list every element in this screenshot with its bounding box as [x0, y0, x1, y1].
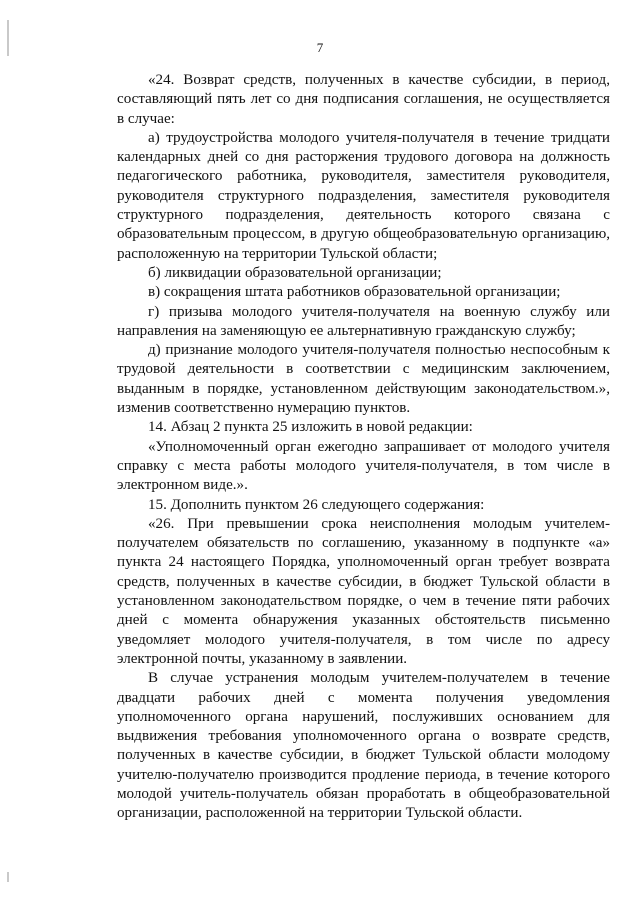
- paragraph-item-26-continuation: В случае устранения молодым учителем-получателем в течение двадцати рабочих дней с момента получения уведомления уполномоченного органа нарушений, послуживших основанием для выдвижения требования уполномоченного органа о возврате средств, полученных в качестве субсидии, в бюджет Тульской области молодому учителю-получателю производится продление периода, в течение которого молодой учитель-получатель обязан проработать в общеобразовательной организации, расположенной на территории Тульской области.: [117, 670, 610, 822]
- paragraph-item-24-intro: «24. Возврат средств, полученных в качестве субсидии, в период, составляющий пять лет со дня подписания соглашения, не осуществляется в случае:: [117, 72, 610, 127]
- paragraph-subitem-d: д) признание молодого учителя-получателя полностью неспособным к трудовой деятельности в соответствии с медицинским заключением, выданным в порядке, установленном действующим законодательством.», изменив соответственно нумерацию пунктов.: [117, 342, 610, 417]
- paragraph-item-26: «26. При превышении срока неисполнения молодым учителем-получателем обязательств по соглашению, указанному в подпункте «а» пункта 24 настоящего Порядка, уполномоченный орган требует возврата средств, полученных в качестве субсидии, в бюджет Тульской области в установленном законодательством порядке, о чем в течение пяти рабочих дней с момента обнаружения указанных обстоятельств письменно уведомляет молодого учителя-получателя, в том числе по адресу электронной почты, указанному в заявлении.: [117, 515, 610, 667]
- paragraph-subitem-b: б) ликвидации образовательной организации;: [148, 264, 442, 281]
- paragraph-subitem-a: а) трудоустройства молодого учителя-получателя в течение тридцати календарных дней со дня расторжения трудового договора на должность педагогического работника, руководителя, заместителя руководителя, руководителя структурного подразделения, заместителя руководителя структурного подразделения, деятельность которого связана с образовательным процессом, в другую общеобразовательную организацию, расположенную на территории Тульской области;: [117, 129, 610, 262]
- paragraph-subitem-g: г) призыва молодого учителя-получателя на военную службу или направления на заменяющую ее альтернативную гражданскую службу;: [117, 303, 610, 339]
- page-number: 7: [316, 40, 324, 55]
- paragraph-item-14: 14. Абзац 2 пункта 25 изложить в новой редакции:: [148, 419, 473, 436]
- document-body: [117, 71, 610, 824]
- scan-margin-mark: [7, 872, 9, 882]
- paragraph-subitem-v: в) сокращения штата работников образовательной организации;: [148, 284, 561, 301]
- paragraph-item-15: 15. Дополнить пунктом 26 следующего содержания:: [148, 496, 485, 513]
- paragraph-item-14-quote: «Уполномоченный орган ежегодно запрашивает от молодого учителя справку с места работы молодого учителя-получателя, в том числе в электронном виде.».: [117, 438, 610, 494]
